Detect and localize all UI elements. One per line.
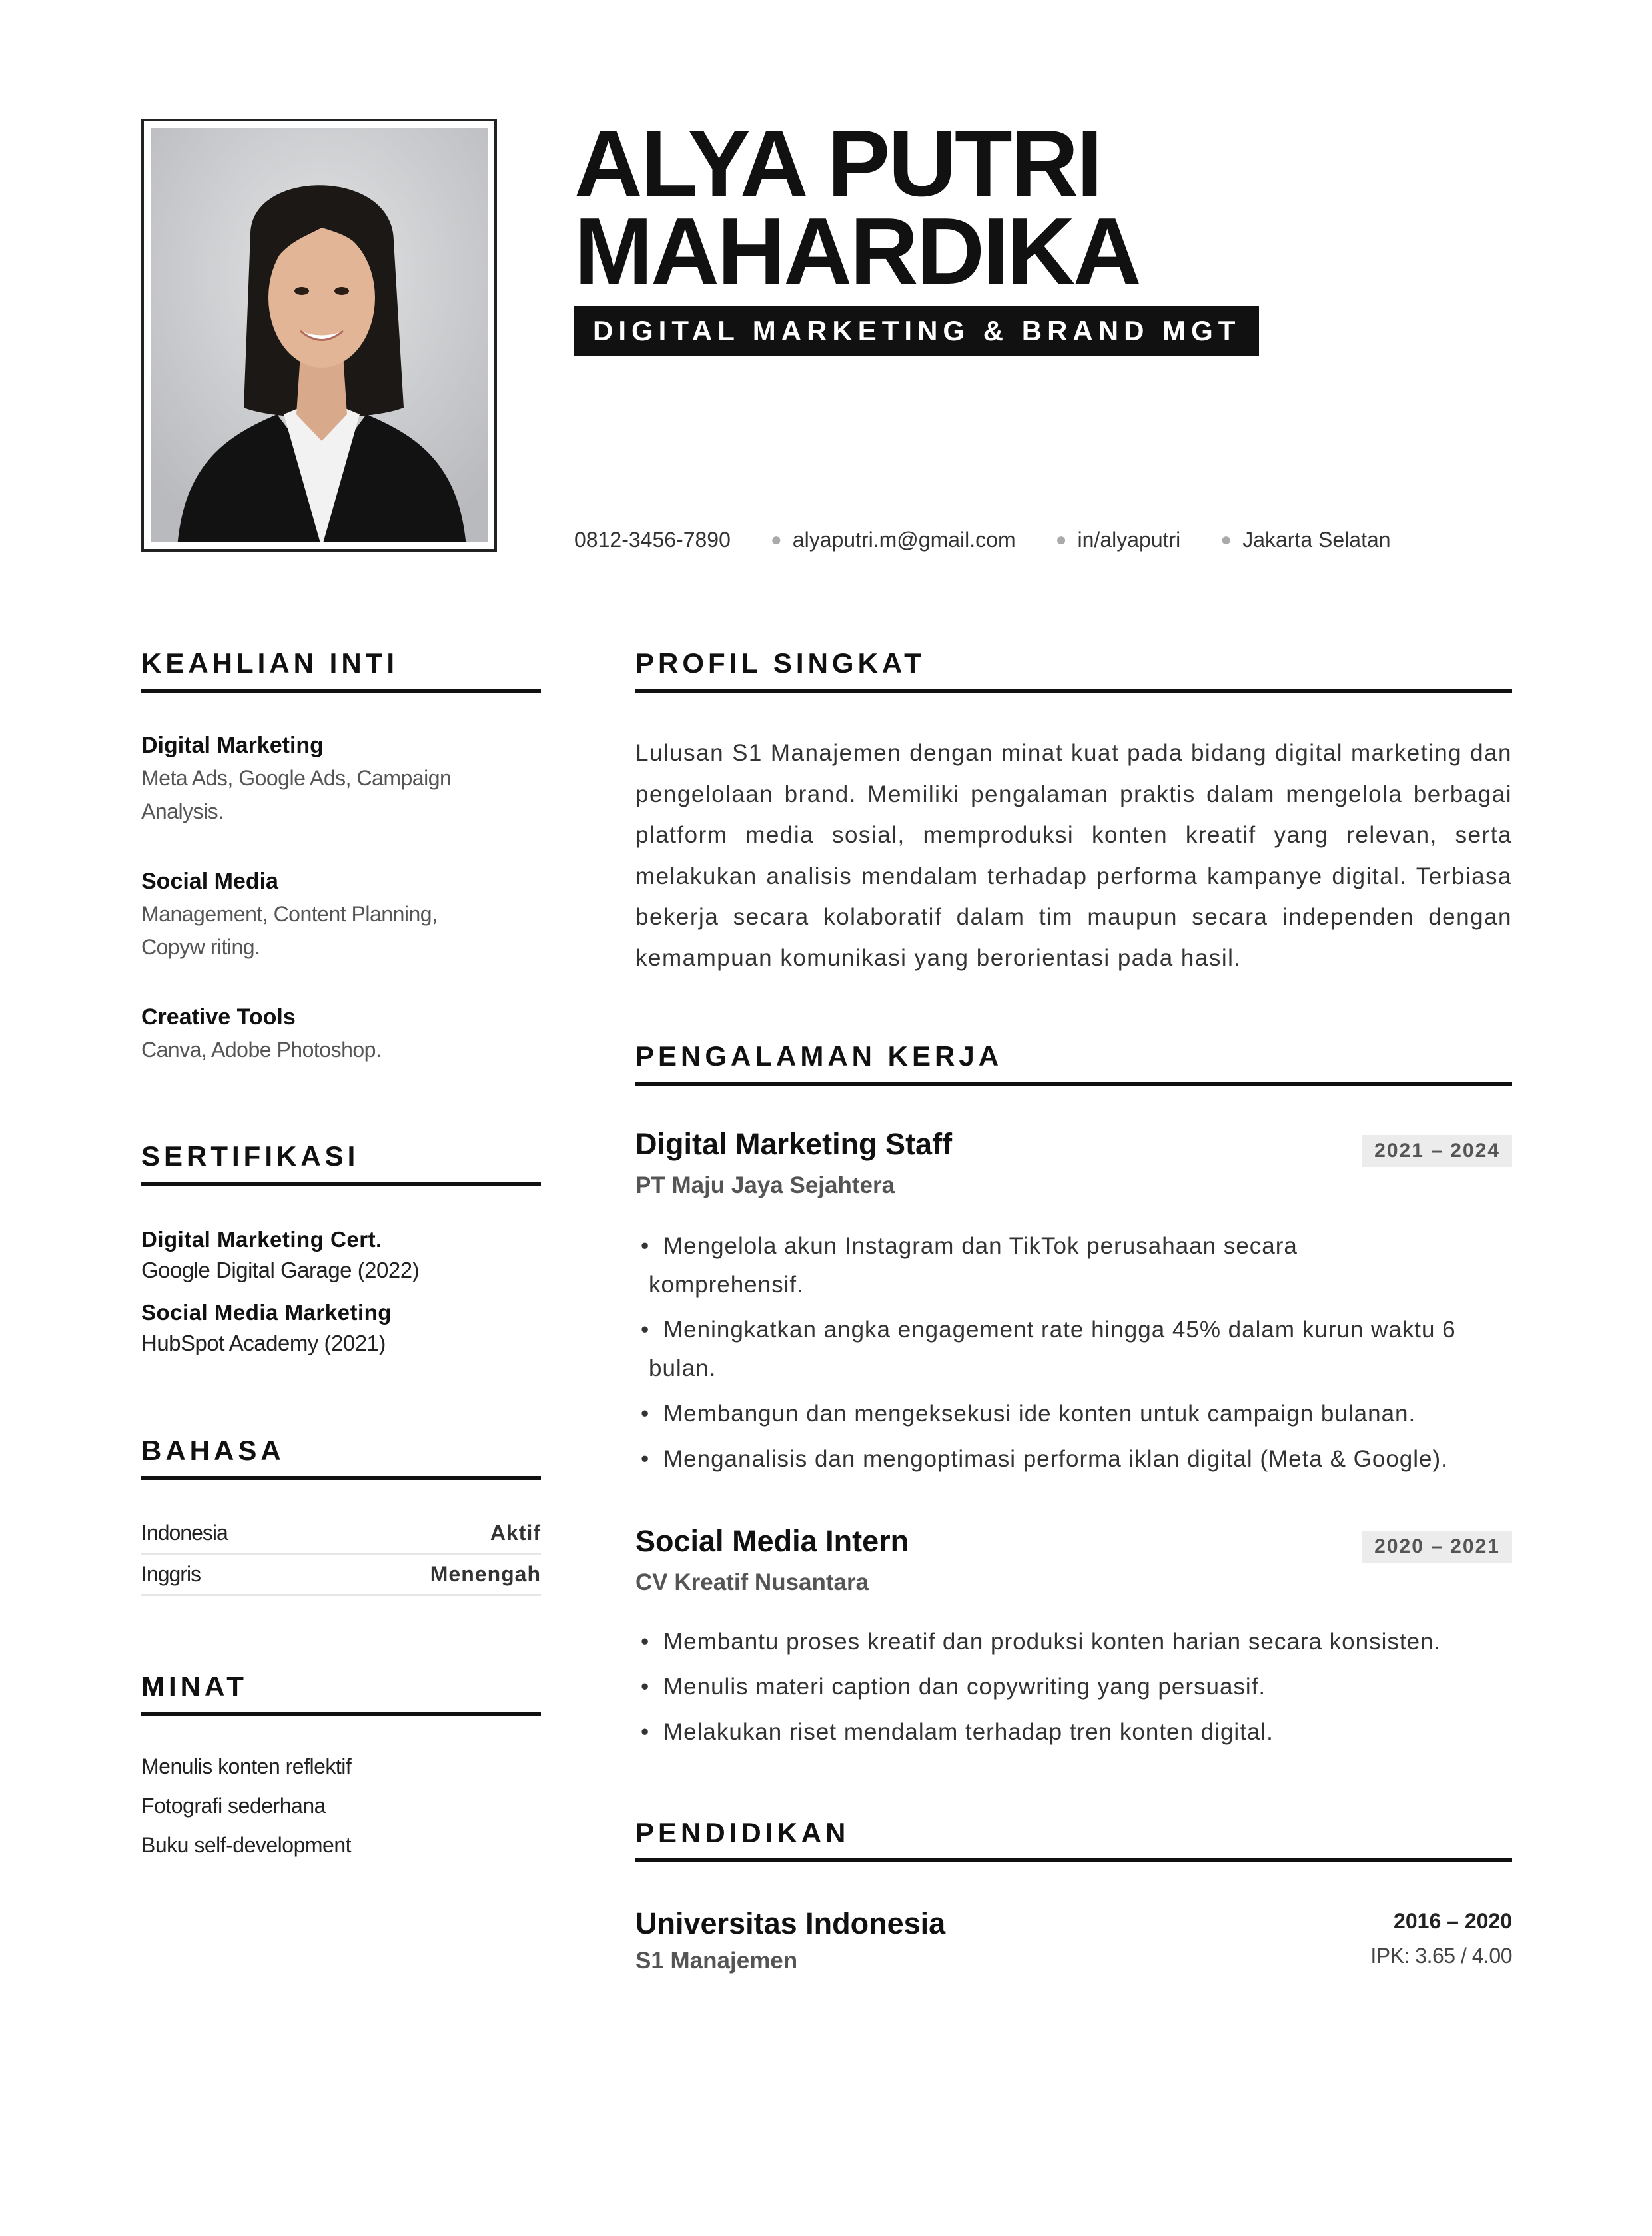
skill-detail (141, 761, 541, 828)
profile-heading: PROFIL SINGKAT (635, 647, 1512, 693)
skill-detail-line: Management, Content Planning, (141, 902, 438, 926)
education-heading: PENDIDIKAN (635, 1817, 1512, 1862)
bullet-text-continued: bulan. (649, 1355, 717, 1381)
certification-title: Social Media Marketing (141, 1300, 392, 1325)
separator-dot-icon: ● (1055, 529, 1067, 550)
bullet-text: Melakukan riset mendalam terhadap tren konten digital. (663, 1719, 1274, 1745)
language-level: Aktif (490, 1521, 541, 1545)
job-bullet (635, 1713, 1515, 1752)
education-degree: S1 Manajemen (635, 1948, 798, 1974)
job-bullet (635, 1440, 1515, 1479)
certification-item (141, 1227, 541, 1283)
job-dates-badge: 2021 – 2024 (1362, 1135, 1512, 1167)
profile-summary: Lulusan S1 Manajemen dengan minat kuat pada bidang digital marketing dan pengelolaan brand. Memiliki pengalaman praktis dalam mengelola berbagai platform media sosial, memproduksi konten kreatif yang relevan, serta melakukan analisis mendalam terhadap performa kampanye digital. Terbiasa bekerja secara kolaboratif dalam tim maupun secara independen dengan kemampuan komunikasi yang berorientasi pada hasil. (635, 740, 1512, 971)
job-position-title: Digital Marketing Staff (635, 1127, 953, 1161)
interests-heading: MINAT (141, 1671, 541, 1716)
certification-issuer: HubSpot Academy (2021) (141, 1331, 386, 1355)
education-gpa: IPK: 3.65 / 4.00 (1370, 1944, 1512, 1968)
interest-item: Fotografi sederhana (141, 1794, 326, 1818)
skill-item (141, 733, 541, 828)
language-name: Inggris (141, 1562, 201, 1586)
separator-dot-icon: ● (770, 529, 782, 550)
job-bullets (635, 1623, 1515, 1752)
company-name: CV Kreatif Nusantara (635, 1569, 869, 1595)
education-years: 2016 – 2020 (1394, 1909, 1512, 1933)
interest-item: Buku self-development (141, 1833, 352, 1857)
company-name: PT Maju Jaya Sejahtera (635, 1172, 895, 1198)
contact-bar (574, 523, 1391, 556)
skills-heading: KEAHLIAN INTI (141, 647, 541, 693)
interest-item: Menulis konten reflektif (141, 1754, 352, 1778)
bullet-text: Mengelola akun Instagram dan TikTok perusahaan secara (663, 1233, 1298, 1259)
bullet-text: Meningkatkan angka engagement rate hingga 45% dalam kurun waktu 6 (663, 1317, 1456, 1343)
skill-detail-line: Meta Ads, Google Ads, Campaign (141, 766, 452, 790)
skill-item (141, 1004, 541, 1066)
experience-heading: PENGALAMAN KERJA (635, 1040, 1512, 1086)
skill-title: Digital Marketing (141, 733, 324, 758)
language-row (141, 1555, 541, 1596)
skill-detail (141, 1033, 541, 1066)
job-bullets (635, 1227, 1515, 1479)
certifications-heading: SERTIFIKASI (141, 1140, 541, 1186)
phone-number: 0812-3456-7890 (574, 527, 731, 552)
skill-detail-line: Copyw riting. (141, 935, 260, 959)
profile-photo (151, 128, 488, 542)
portrait-illustration (151, 128, 488, 542)
education-school: Universitas Indonesia (635, 1906, 946, 1940)
job-bullet (635, 1227, 1515, 1304)
separator-dot-icon: ● (1220, 529, 1232, 550)
skill-detail-line: Analysis. (141, 799, 224, 823)
job-bullet (635, 1623, 1515, 1661)
language-name: Indonesia (141, 1521, 228, 1545)
job-bullet (635, 1395, 1515, 1433)
skill-title: Creative Tools (141, 1004, 296, 1030)
bullet-text: Membangun dan mengeksekusi ide konten untuk campaign bulanan. (663, 1401, 1416, 1427)
job-bullet (635, 1668, 1515, 1706)
language-level: Menengah (430, 1562, 541, 1586)
email-address: alyaputri.m@gmail.com (792, 527, 1016, 552)
location: Jakarta Selatan (1242, 527, 1391, 552)
name-line-2: MAHARDIKA (574, 198, 1140, 304)
skill-title: Social Media (141, 869, 278, 894)
linkedin-handle: in/alyaputri (1077, 527, 1181, 552)
job-bullet (635, 1311, 1515, 1388)
bullet-text-continued: komprehensif. (649, 1272, 804, 1298)
job-dates-badge: 2020 – 2021 (1362, 1531, 1512, 1563)
name-line-1: ALYA PUTRI (574, 111, 1101, 216)
profile-photo-frame (141, 119, 497, 552)
skill-detail (141, 897, 541, 964)
bullet-text: Menganalisis dan mengoptimasi performa iklan digital (Meta & Google). (663, 1446, 1448, 1472)
skill-detail-line: Canva, Adobe Photoshop. (141, 1038, 382, 1062)
language-row (141, 1513, 541, 1555)
job-title-banner: DIGITAL MARKETING & BRAND MGT (574, 306, 1259, 356)
certification-title: Digital Marketing Cert. (141, 1227, 382, 1252)
job-position-title: Social Media Intern (635, 1524, 909, 1558)
skill-item (141, 869, 541, 964)
languages-heading: BAHASA (141, 1435, 541, 1480)
bullet-text: Membantu proses kreatif dan produksi konten harian secara konsisten. (663, 1629, 1442, 1655)
bullet-text: Menulis materi caption dan copywriting yang persuasif. (663, 1674, 1266, 1700)
certification-item (141, 1300, 541, 1356)
certification-issuer: Google Digital Garage (2022) (141, 1258, 420, 1282)
candidate-name (574, 111, 1507, 304)
